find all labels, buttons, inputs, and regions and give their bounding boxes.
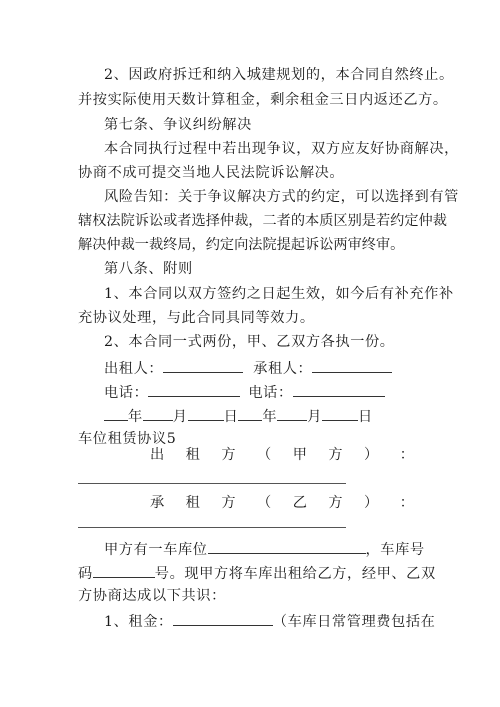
- day-label-1: 日: [223, 409, 239, 425]
- garage-number-label: ，车库号: [365, 542, 425, 558]
- garage-space-label: 甲方有一车库位: [104, 542, 208, 558]
- day-blank-2: [322, 406, 358, 421]
- article-7-heading: 第七条、争议纠纷解决: [104, 117, 252, 133]
- risk-notice-2: 辖权法院诉讼或者选择仲裁，二者的本质区别是若约定仲裁: [78, 213, 447, 229]
- month-blank-1: [143, 406, 173, 421]
- party-a-row: [150, 444, 414, 464]
- lessor-label: 出租人：: [104, 361, 164, 377]
- month-label-1: 月: [172, 409, 188, 425]
- party-b-row: [150, 492, 414, 512]
- garage-number-suffix: 码: [78, 566, 93, 582]
- article-8-clause-1-cont: 充协议处理，与此合同具同等效力。: [78, 310, 315, 326]
- year-blank-2: [238, 406, 262, 421]
- month-label-2: 月: [307, 409, 322, 425]
- clause-2-termination: 2、因政府拆迁和纳入城建规划的，本合同自然终止。: [104, 67, 454, 83]
- lessee-blank: [312, 358, 392, 373]
- article-8-heading: 第八条、附则: [104, 261, 193, 277]
- body-line-3: 方协商达成以下共识：: [78, 588, 226, 604]
- party-b-char: 租: [185, 495, 200, 511]
- garage-space-blank: [208, 539, 366, 554]
- day-blank-1: [188, 406, 224, 421]
- party-b-blank: [78, 527, 346, 528]
- body-line-1: [104, 539, 425, 559]
- year-label-2: 年: [262, 409, 278, 425]
- party-b-char: 乙: [292, 495, 307, 511]
- article-7-para-1: 本合同执行过程中若出现争议，双方应友好协商解决，: [104, 141, 459, 157]
- phone-blank-1: [148, 382, 240, 397]
- party-b-char: ）: [364, 495, 379, 511]
- lessee-label: 承租人：: [253, 361, 313, 377]
- party-b-char: 方: [221, 495, 236, 511]
- party-a-char: 方: [221, 447, 236, 463]
- phone-label-2: 电话：: [248, 385, 293, 401]
- rent-line: [104, 611, 435, 631]
- party-a-char: 出: [150, 447, 165, 463]
- party-a-blank: [78, 483, 346, 484]
- date-row: [104, 406, 373, 426]
- article-8-clause-2: 2、本合同一式两份，甲、乙双方各执一份。: [104, 334, 395, 350]
- party-b-char: 承: [150, 495, 165, 511]
- rent-blank: [173, 611, 273, 626]
- clause-2-refund: 并按实际使用天数计算租金，剩余租金三日内返还乙方。: [78, 92, 448, 108]
- day-label-2: 日: [357, 409, 373, 425]
- party-a-char: （: [257, 447, 272, 463]
- party-b-char: 方: [328, 495, 343, 511]
- rent-label: 1、租金：: [104, 614, 173, 630]
- party-a-char: 甲: [292, 447, 307, 463]
- month-blank-2: [277, 406, 307, 421]
- garage-number-blank: [93, 563, 155, 578]
- phone-blank-2: [293, 382, 385, 397]
- party-a-char: 租: [185, 447, 200, 463]
- party-a-char: 方: [328, 447, 343, 463]
- lease-statement: 号。现甲方将车库出租给乙方，经甲、乙双: [154, 566, 436, 582]
- year-blank-1: [104, 406, 128, 421]
- body-line-2: [78, 563, 436, 583]
- article-7-para-2: 协商不成可提交当地人民法院诉讼解决。: [78, 165, 345, 181]
- party-b-char: （: [257, 495, 272, 511]
- lessor-blank: [163, 358, 243, 373]
- phone-label-1: 电话：: [104, 385, 149, 401]
- risk-notice-1: 风险告知：关于争议解决方式的约定，可以选择到有管: [104, 189, 459, 205]
- article-8-clause-1: 1、本合同以双方签约之日起生效，如今后有补充作补: [104, 286, 454, 302]
- section-title: 车位租赁协议5: [78, 431, 177, 447]
- party-a-char: ）: [364, 447, 379, 463]
- party-a-char: ：: [399, 447, 414, 463]
- phone-row: [104, 382, 385, 402]
- rent-note: （车库日常管理费包括在: [272, 614, 436, 630]
- signature-row: [104, 358, 392, 378]
- risk-notice-3: 解决仲裁一裁终局，约定向法院提起诉讼两审终审。: [78, 237, 405, 253]
- party-b-char: ：: [399, 495, 414, 511]
- year-label-1: 年: [128, 409, 143, 425]
